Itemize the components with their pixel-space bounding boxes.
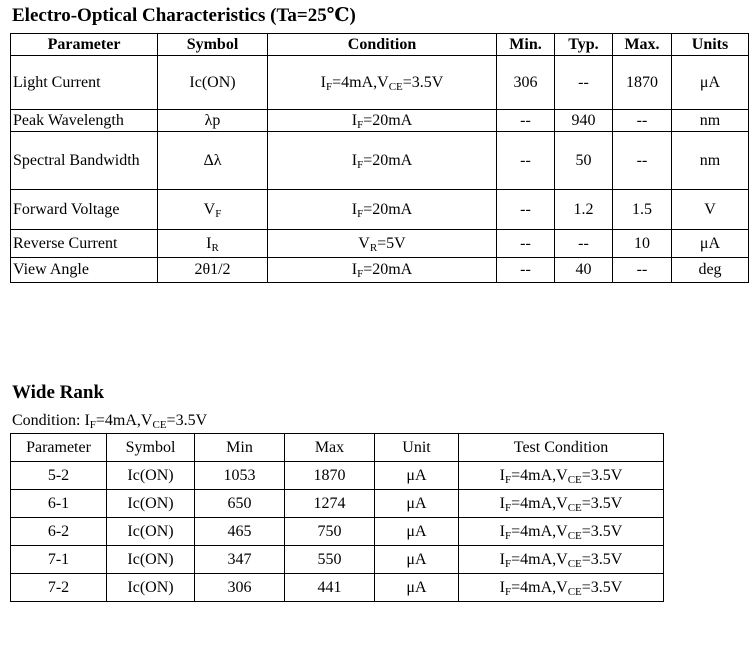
unit-cell: μA <box>375 462 459 490</box>
test-condition-cell: $I_F=4mA,V_{CE}=3.5V$ <box>459 462 664 490</box>
max-cell: 441 <box>285 574 375 602</box>
test-condition-cell: $I_F=4mA,V_{CE}=3.5V$ <box>459 518 664 546</box>
header-typ: Typ. <box>555 34 613 56</box>
typ-cell: 940 <box>555 110 613 132</box>
parameter-cell: 6-2 <box>11 518 107 546</box>
table-header-row <box>11 434 664 462</box>
header-max: Max. <box>613 34 672 56</box>
symbol-cell: $V_F$ <box>158 190 268 230</box>
param-cell: Forward Voltage <box>11 190 158 230</box>
wide-rank-table <box>10 433 664 602</box>
test-condition-cell: $I_F=4mA,V_{CE}=3.5V$ <box>459 546 664 574</box>
max-cell: 1274 <box>285 490 375 518</box>
table-row <box>11 110 749 132</box>
symbol-cell: 2θ1/2 <box>158 258 268 283</box>
units-cell: nm <box>672 110 749 132</box>
max-cell: 1870 <box>285 462 375 490</box>
parameter-cell: 6-1 <box>11 490 107 518</box>
param-cell: Light Current <box>11 56 158 110</box>
header-max: Max <box>285 434 375 462</box>
min-cell: 650 <box>195 490 285 518</box>
table-row <box>11 190 749 230</box>
min-cell: 306 <box>195 574 285 602</box>
symbol-cell: $I_R$ <box>158 230 268 258</box>
header-symbol: Symbol <box>107 434 195 462</box>
symbol-cell: Ic(ON) <box>107 462 195 490</box>
unit-cell: μA <box>375 518 459 546</box>
min-cell: -- <box>497 230 555 258</box>
condition-cell: $I_F=20mA$ <box>268 190 497 230</box>
test-condition-cell: $I_F=4mA,V_{CE}=3.5V$ <box>459 490 664 518</box>
table-row <box>11 574 664 602</box>
electro-optical-title: Electro-Optical Characteristics (Ta=25℃) <box>12 5 356 26</box>
max-cell: 1.5 <box>613 190 672 230</box>
table-row <box>11 490 664 518</box>
header-condition: Condition <box>268 34 497 56</box>
symbol-cell: Ic(ON) <box>107 490 195 518</box>
units-cell: V <box>672 190 749 230</box>
table-row <box>11 546 664 574</box>
header-min: Min <box>195 434 285 462</box>
symbol-cell: Ic(ON) <box>107 574 195 602</box>
min-cell: -- <box>497 190 555 230</box>
unit-cell: μA <box>375 574 459 602</box>
min-cell: 347 <box>195 546 285 574</box>
max-cell: 10 <box>613 230 672 258</box>
param-cell: Peak Wavelength <box>11 110 158 132</box>
symbol-cell: Ic(ON) <box>107 546 195 574</box>
typ-cell: 50 <box>555 132 613 190</box>
header-parameter: Parameter <box>11 34 158 56</box>
parameter-cell: 7-2 <box>11 574 107 602</box>
param-cell: View Angle <box>11 258 158 283</box>
table-row <box>11 258 749 283</box>
condition-cell: $I_F=20mA$ <box>268 110 497 132</box>
units-cell: nm <box>672 132 749 190</box>
param-cell: Reverse Current <box>11 230 158 258</box>
max-cell: -- <box>613 110 672 132</box>
units-cell: deg <box>672 258 749 283</box>
max-cell: -- <box>613 132 672 190</box>
table-row <box>11 230 749 258</box>
condition-cell: $I_F=20mA$ <box>268 132 497 190</box>
unit-cell: μA <box>375 546 459 574</box>
param-cell: Spectral Bandwidth <box>11 132 158 190</box>
max-cell: 550 <box>285 546 375 574</box>
wide-rank-title: Wide Rank <box>12 382 105 403</box>
header-test-condition: Test Condition <box>459 434 664 462</box>
unit-cell: μA <box>375 490 459 518</box>
header-parameter: Parameter <box>11 434 107 462</box>
min-cell: 306 <box>497 56 555 110</box>
test-condition-cell: $I_F=4mA,V_{CE}=3.5V$ <box>459 574 664 602</box>
electro-optical-table <box>10 33 749 283</box>
condition-cell: $I_F=20mA$ <box>268 258 497 283</box>
min-cell: -- <box>497 132 555 190</box>
symbol-cell: λp <box>158 110 268 132</box>
units-cell: μA <box>672 56 749 110</box>
parameter-cell: 5-2 <box>11 462 107 490</box>
typ-cell: 1.2 <box>555 190 613 230</box>
min-cell: -- <box>497 258 555 283</box>
min-cell: 465 <box>195 518 285 546</box>
table-row <box>11 518 664 546</box>
symbol-cell: Ic(ON) <box>107 518 195 546</box>
parameter-cell: 7-1 <box>11 546 107 574</box>
max-cell: -- <box>613 258 672 283</box>
condition-cell: $I_F=4mA,V_{CE}=3.5V$ <box>268 56 497 110</box>
max-cell: 1870 <box>613 56 672 110</box>
max-cell: 750 <box>285 518 375 546</box>
typ-cell: 40 <box>555 258 613 283</box>
header-symbol: Symbol <box>158 34 268 56</box>
table-header-row <box>11 34 749 56</box>
units-cell: μA <box>672 230 749 258</box>
header-units: Units <box>672 34 749 56</box>
min-cell: 1053 <box>195 462 285 490</box>
table-row <box>11 56 749 110</box>
condition-cell: $V_R=5V$ <box>268 230 497 258</box>
min-cell: -- <box>497 110 555 132</box>
header-min: Min. <box>497 34 555 56</box>
symbol-cell: Ic(ON) <box>158 56 268 110</box>
table-row <box>11 462 664 490</box>
symbol-cell: Δλ <box>158 132 268 190</box>
typ-cell: -- <box>555 230 613 258</box>
table-row <box>11 132 749 190</box>
typ-cell: -- <box>555 56 613 110</box>
wide-rank-condition: Condition: $I_F=4mA,V_{CE}=3.5V$ <box>12 412 208 431</box>
header-unit: Unit <box>375 434 459 462</box>
